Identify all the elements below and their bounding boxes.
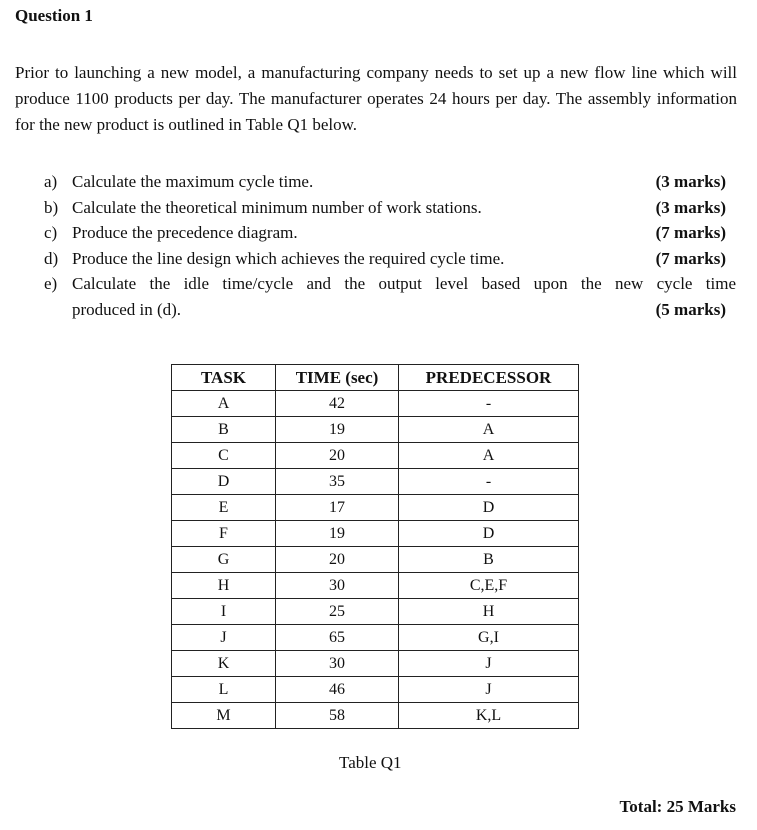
part-e-marks: (5 marks) <box>655 299 726 319</box>
header-time: TIME (sec) <box>276 365 399 391</box>
predecessor-cell: H <box>399 599 579 625</box>
task-cell: C <box>172 443 276 469</box>
part-a-marks: (3 marks) <box>655 172 726 191</box>
task-cell: B <box>172 417 276 443</box>
time-cell: 17 <box>276 495 399 521</box>
table-row <box>172 573 579 599</box>
time-cell: 58 <box>276 703 399 729</box>
task-cell: E <box>172 495 276 521</box>
time-cell: 20 <box>276 547 399 573</box>
table-row <box>172 469 579 495</box>
time-cell: 42 <box>276 391 399 417</box>
part-b-text: Calculate the theoretical minimum number of work stations. <box>72 197 482 217</box>
task-cell: M <box>172 703 276 729</box>
table-row <box>172 625 579 651</box>
table-row <box>172 521 579 547</box>
part-c <box>44 220 736 246</box>
predecessor-cell: A <box>399 443 579 469</box>
question-parts <box>44 169 736 322</box>
table-row <box>172 599 579 625</box>
part-b-letter: b) <box>44 197 59 217</box>
predecessor-cell: J <box>399 651 579 677</box>
table-row <box>172 651 579 677</box>
part-b-marks: (3 marks) <box>655 197 726 217</box>
total-marks: Total: 25 Marks <box>619 797 736 816</box>
predecessor-cell: - <box>399 469 579 495</box>
table-row <box>172 443 579 469</box>
time-cell: 35 <box>276 469 399 495</box>
task-cell: I <box>172 599 276 625</box>
table-row <box>172 677 579 703</box>
predecessor-cell: C,E,F <box>399 573 579 599</box>
task-cell: K <box>172 651 276 677</box>
part-e-continued <box>44 297 736 323</box>
task-cell: A <box>172 391 276 417</box>
table-row <box>172 547 579 573</box>
question-heading: Question 1 <box>15 6 93 25</box>
part-d <box>44 246 736 272</box>
table-caption: Table Q1 <box>339 753 402 772</box>
task-cell: G <box>172 547 276 573</box>
time-cell: 20 <box>276 443 399 469</box>
part-e-text-continued: produced in (d). <box>72 299 182 319</box>
task-table <box>171 364 579 729</box>
predecessor-cell: J <box>399 677 579 703</box>
task-cell: J <box>172 625 276 651</box>
table-row <box>172 391 579 417</box>
table-row <box>172 417 579 443</box>
part-d-letter: d) <box>44 248 59 268</box>
table-row <box>172 495 579 521</box>
time-cell: 46 <box>276 677 399 703</box>
predecessor-cell: K,L <box>399 703 579 729</box>
part-d-text: Produce the line design which achieves the required cycle time. <box>72 248 505 268</box>
part-a <box>44 169 736 195</box>
part-c-text: Produce the precedence diagram. <box>72 223 298 242</box>
time-cell: 30 <box>276 651 399 677</box>
part-a-letter: a) <box>44 172 58 191</box>
time-cell: 65 <box>276 625 399 651</box>
task-cell: F <box>172 521 276 547</box>
part-e <box>44 271 736 297</box>
predecessor-cell: G,I <box>399 625 579 651</box>
table-header-row <box>172 365 579 391</box>
predecessor-cell: - <box>399 391 579 417</box>
task-cell: D <box>172 469 276 495</box>
time-cell: 25 <box>276 599 399 625</box>
predecessor-cell: A <box>399 417 579 443</box>
part-e-letter: e) <box>44 274 58 293</box>
predecessor-cell: B <box>399 547 579 573</box>
task-cell: H <box>172 573 276 599</box>
part-d-marks: (7 marks) <box>655 248 726 268</box>
time-cell: 19 <box>276 521 399 547</box>
part-a-text: Calculate the maximum cycle time. <box>72 172 314 191</box>
part-e-text: Calculate the idle time/cycle and the output level based upon the new cycle time <box>72 274 736 293</box>
task-cell: L <box>172 677 276 703</box>
question-intro: Prior to launching a new model, a manufacturing company needs to set up a new flow line which will produce 1100 products per day. The manufacturer operates 24 hours per day. The assembly information for the new product is outlined in Table Q1 below. <box>15 63 737 134</box>
table-row <box>172 703 579 729</box>
part-c-letter: c) <box>44 223 58 242</box>
header-predecessor: PREDECESSOR <box>399 365 579 391</box>
time-cell: 30 <box>276 573 399 599</box>
header-task: TASK <box>172 365 276 391</box>
part-c-marks: (7 marks) <box>655 223 726 242</box>
part-b <box>44 195 736 221</box>
time-cell: 19 <box>276 417 399 443</box>
predecessor-cell: D <box>399 495 579 521</box>
predecessor-cell: D <box>399 521 579 547</box>
